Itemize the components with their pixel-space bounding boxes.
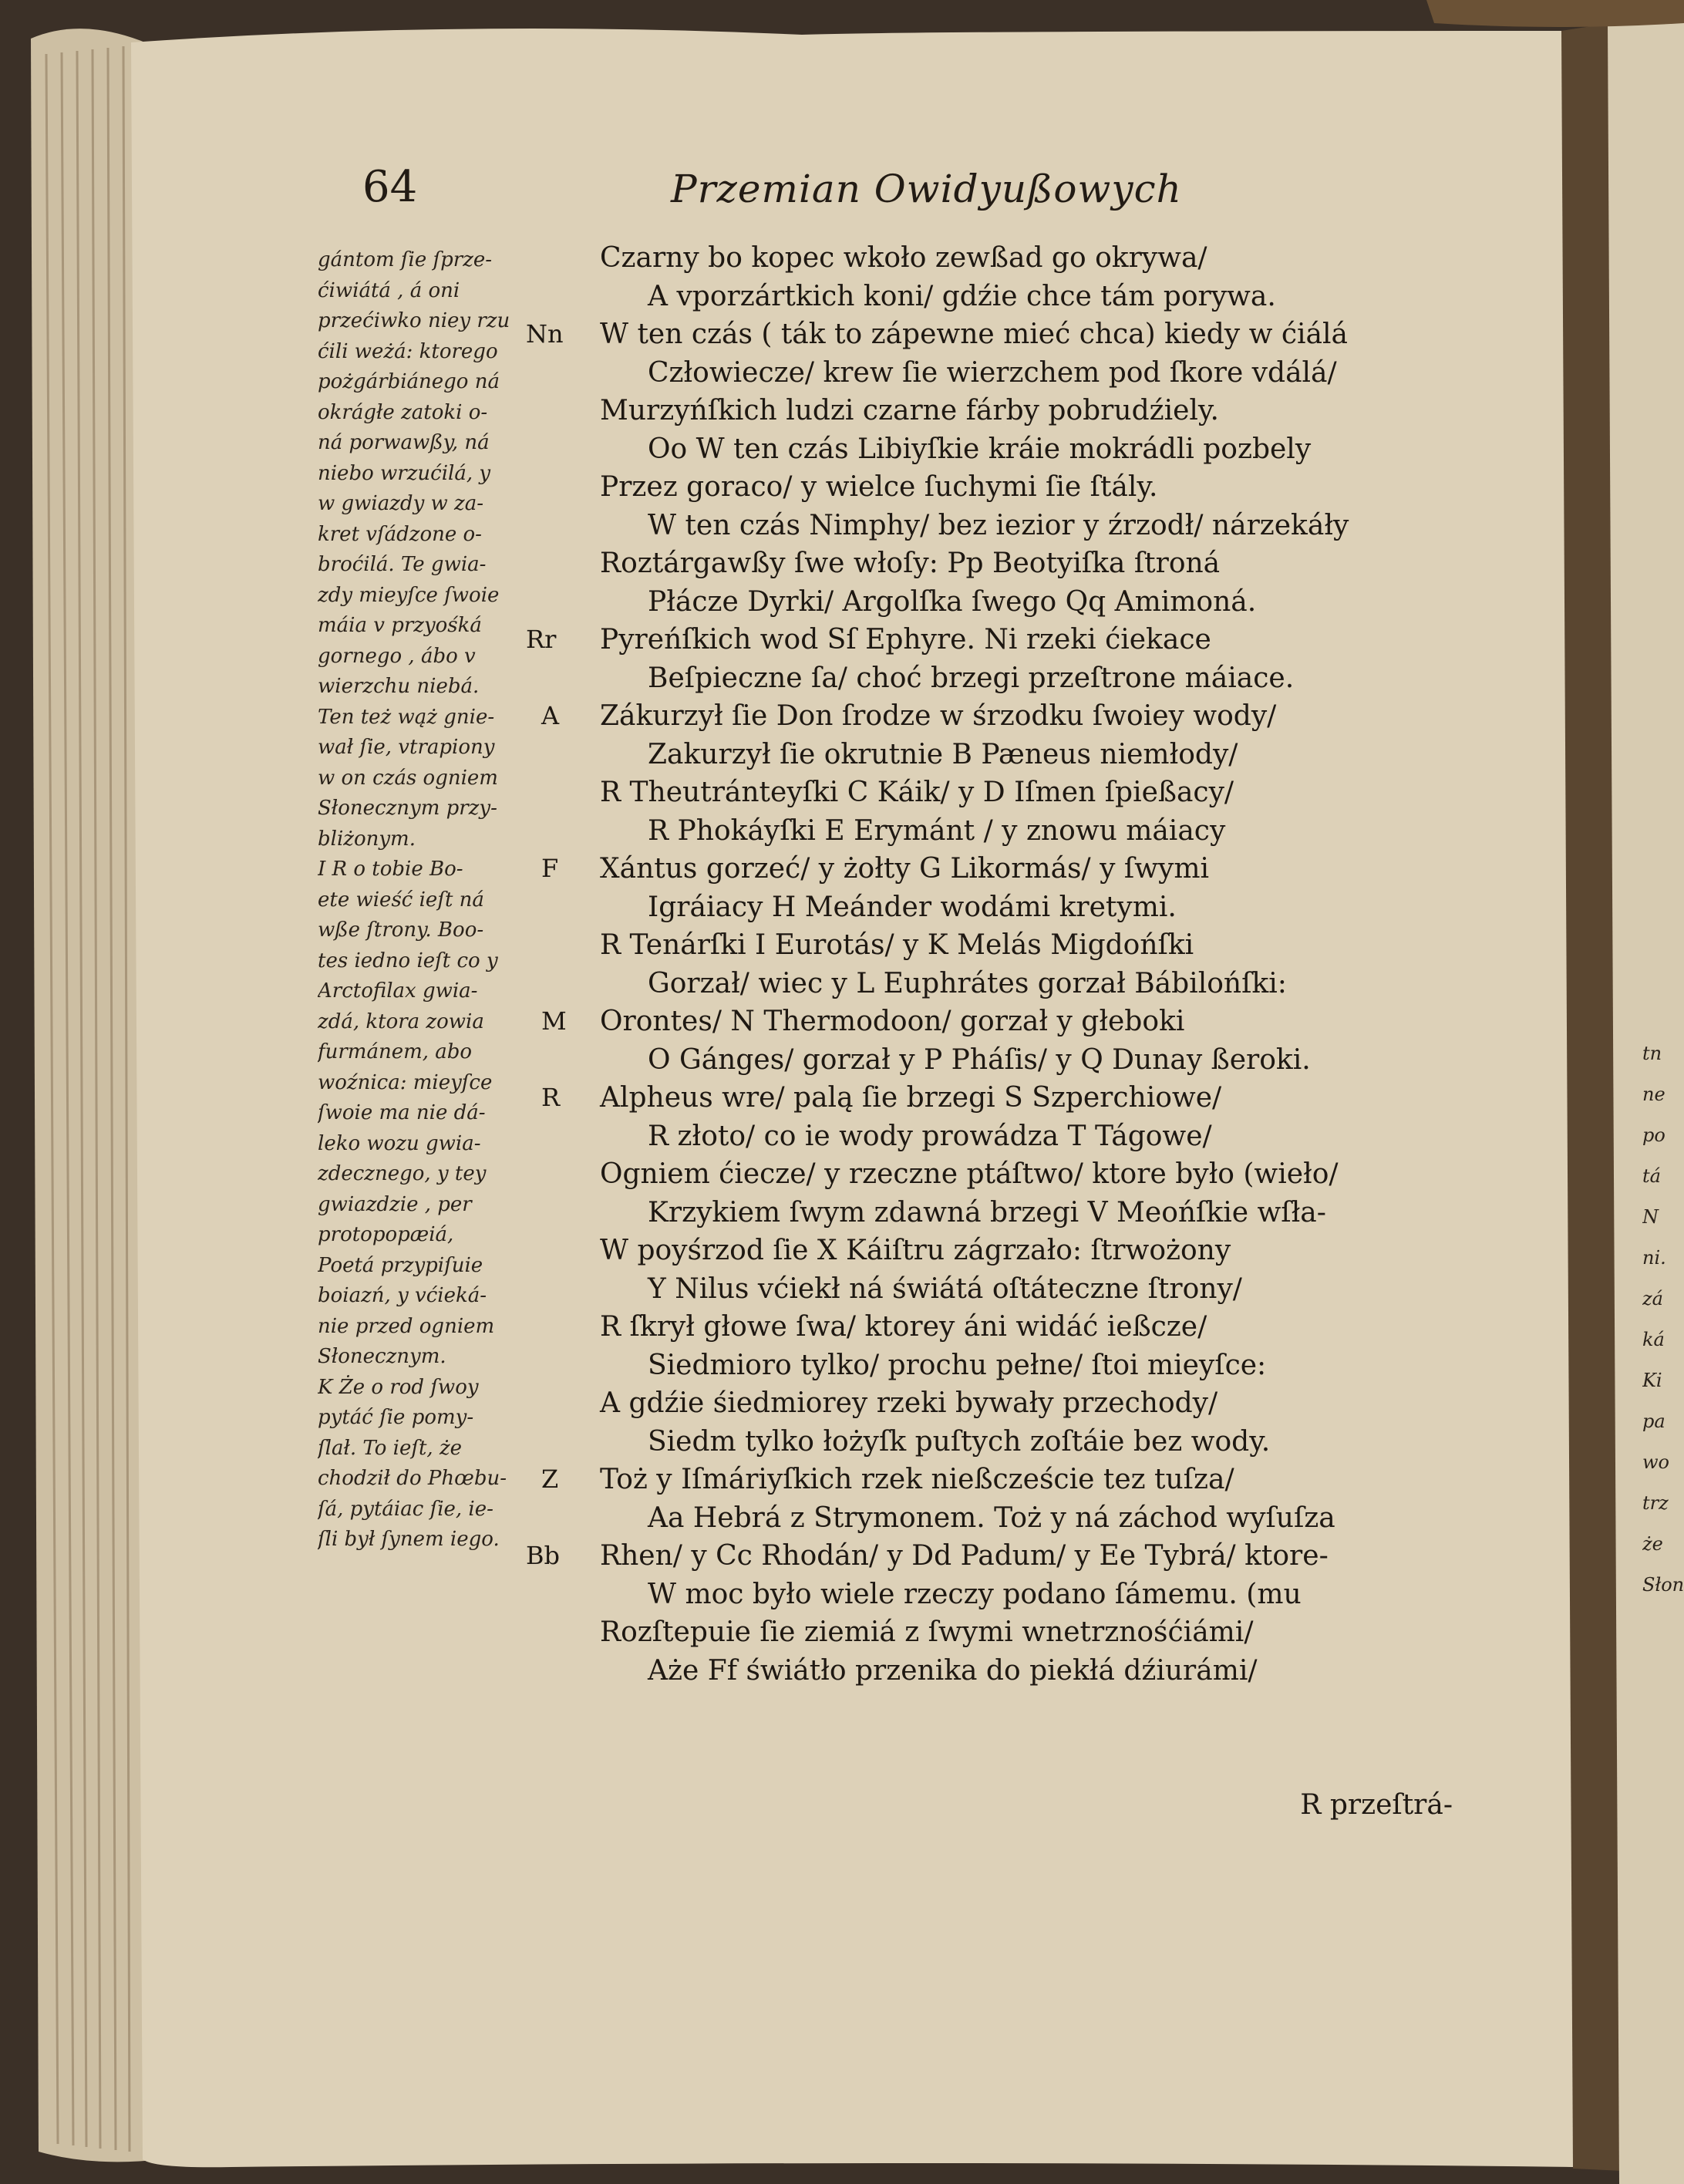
margin-note-line: K Że o rod ſwoy	[318, 1375, 479, 1399]
verse-marker: M	[541, 1006, 567, 1036]
verse-line	[526, 1537, 1465, 1576]
verse-line	[555, 812, 1465, 851]
verse-marker: Z	[541, 1464, 559, 1494]
margin-note-line: ete wieść ieſt ná	[318, 888, 484, 912]
verse-line	[555, 1576, 1465, 1614]
margin-note-line: Słonecznym przy-	[318, 797, 497, 820]
facing-page-fragment: trz	[1642, 1492, 1669, 1514]
verse-text: Czarny bo kopec wkoło zewßad go okrywa/	[600, 242, 1207, 274]
verse-text: Ogniem ćiecze/ y rzeczne ptáſtwo/ ktore było (wieło/	[600, 1158, 1339, 1190]
verse-line	[555, 1346, 1465, 1385]
verse-line	[555, 1155, 1465, 1194]
facing-page-fragment: zá	[1642, 1288, 1663, 1309]
margin-note-line: zdy mieyſce ſwoie	[318, 583, 500, 607]
verse-line	[555, 926, 1465, 965]
margin-note-line: w on czás ogniem	[318, 766, 498, 790]
verse-line	[555, 1194, 1465, 1232]
verse-line	[555, 354, 1465, 393]
verse-text: R Tenárſki I Eurotás/ y K Melás Migdońſki	[600, 929, 1194, 961]
facing-page-fragment: tn	[1642, 1043, 1662, 1064]
verse-line	[555, 430, 1465, 469]
verse-marker: R	[541, 1083, 561, 1112]
margin-note-line: zdá, ktora zowia	[318, 1009, 484, 1033]
verse-line	[555, 1613, 1465, 1652]
verse-line	[555, 1652, 1465, 1690]
margin-note-line: woźnica: mieyſce	[318, 1070, 493, 1094]
verse-line	[555, 1041, 1465, 1080]
margin-note-line: Arctofilax gwia-	[318, 979, 478, 1003]
margin-note-line: ſlał. To ieſt, że	[318, 1436, 463, 1460]
margin-notes	[318, 245, 549, 1555]
verse-column	[526, 239, 1465, 1690]
verse-text: Pyreńſkich wod Sſ Ephyre. Ni rzeki ćiekace	[600, 624, 1211, 656]
margin-note-line: boiazń, y vćieká-	[318, 1284, 487, 1307]
verse-text: Zákurzył ſie Don ſrodze w śrzodku ſwoiey wody/	[600, 700, 1277, 732]
margin-note-line: Słonecznym.	[318, 1345, 446, 1368]
margin-note-line: ćili weżá: ktorego	[318, 339, 498, 363]
verse-text: R Phokáyſki E Erymánt / y znowu máiacy	[648, 814, 1226, 847]
verse-line	[541, 850, 1465, 888]
margin-note-line: wße ſtrony. Boo-	[318, 918, 484, 942]
verse-text: Aa Hebrá z Strymonem. Toż y ná záchod wyſuſza	[648, 1502, 1335, 1534]
verse-text: Zakurzył ſie okrutnie B Pæneus niemłody/	[648, 738, 1238, 770]
margin-note-line: okrágłe zatoki o-	[318, 400, 488, 424]
margin-note-line: bliżonym.	[318, 827, 416, 851]
facing-page-fragment: N	[1642, 1206, 1659, 1228]
verse-text: Krzykiem ſwym zdawná brzegi V Meońſkie wſła-	[648, 1196, 1326, 1228]
verse-line	[541, 1079, 1465, 1117]
verse-line	[555, 659, 1465, 698]
margin-note-line: zdecznego, y tey	[318, 1162, 487, 1185]
verse-line	[555, 1117, 1465, 1156]
verse-text: Toż y Iſmáriyſkich rzek nießczeście tez tuſza/	[600, 1464, 1234, 1495]
facing-page-fragment: ká	[1642, 1329, 1665, 1350]
facing-page-fragment: pa	[1642, 1410, 1665, 1432]
margin-note-line: pożgárbiánego ná	[318, 370, 500, 393]
verse-line	[555, 1423, 1465, 1461]
verse-marker: A	[541, 701, 560, 730]
verse-marker: F	[541, 854, 559, 883]
margin-note-line: furmánem, abo	[318, 1040, 473, 1063]
verse-line	[541, 1003, 1465, 1041]
verse-text: W moc było wiele rzeczy podano ſámemu. (mu	[648, 1578, 1302, 1610]
margin-note-line: Ten też wąż gnie-	[318, 705, 495, 729]
facing-page-fragment: ne	[1642, 1084, 1665, 1105]
margin-note-line: nie przed ogniem	[318, 1314, 495, 1338]
margin-note-line: kret vſádzone o-	[318, 522, 482, 546]
margin-note-line: Poetá przypiſuie	[318, 1253, 483, 1277]
margin-note-line: protopopæiá,	[318, 1223, 454, 1246]
margin-note-line: niebo wrzućilá, y	[318, 461, 491, 485]
verse-text: Xántus gorzeć/ y żołty G Likormás/ y ſwymi	[600, 853, 1209, 885]
page-number: 64	[362, 162, 418, 212]
margin-note-line: ná porwawßy, ná	[318, 431, 490, 454]
verse-text: Alpheus wre/ palą ſie brzegi S Szperchiowe/	[600, 1082, 1222, 1114]
verse-text: R Theutránteyſki C Káik/ y D Iſmen ſpießacy/	[600, 777, 1234, 808]
verse-line	[526, 621, 1465, 659]
facing-page-fragments	[1642, 1033, 1684, 1606]
verse-text: A gdźie śiedmiorey rzeki bywały przechody/	[600, 1387, 1218, 1419]
facing-page-fragment: po	[1642, 1124, 1665, 1146]
verse-text: Igráiacy H Meánder wodámi kretymi.	[648, 891, 1177, 923]
margin-note-line: w gwiazdy w za-	[318, 492, 484, 515]
facing-page-fragment: ni.	[1642, 1247, 1666, 1269]
verse-text: Rhen/ y Cc Rhodán/ y Dd Padum/ y Ee Tybrá/ ktore-	[600, 1540, 1329, 1572]
verse-line	[526, 315, 1465, 354]
verse-text: Orontes/ N Thermodoon/ gorzał y głeboki	[600, 1006, 1185, 1037]
verse-line	[555, 392, 1465, 430]
verse-line	[555, 1384, 1465, 1423]
verse-line	[555, 278, 1465, 316]
verse-line	[555, 1232, 1465, 1270]
verse-text: Człowiecze/ krew ſie wierzchem pod ſkore vdálá/	[648, 356, 1337, 389]
verse-text: A vporzártkich koni/ gdźie chce tám porywa.	[648, 280, 1276, 312]
verse-text: Siedm tylko łożyſk puſtych zoſtáie bez wody.	[648, 1425, 1271, 1458]
margin-note-line: przećiwko niey rzu	[318, 309, 510, 332]
verse-text: Rozſtepuie ſie ziemiá z ſwymi wnetrznośćiámi/	[600, 1616, 1254, 1648]
verse-line	[555, 1308, 1465, 1346]
verse-text: Siedmioro tylko/ prochu pełne/ ſtoi mieyſce:	[648, 1349, 1267, 1381]
verse-text: Gorzał/ wiec y L Euphrátes gorzał Bábilońſki:	[648, 967, 1287, 999]
verse-text: Oo W ten czás Libiyſkie kráie mokrádli pozbely	[648, 433, 1312, 465]
margin-note-line: ſli był ſynem iego.	[318, 1528, 500, 1551]
margin-note-line: gwiazdzie , per	[318, 1192, 472, 1216]
margin-note-line: gántom ſie ſprze-	[318, 248, 493, 271]
verse-text: Roztárgawßy ſwe włoſy: Pp Beotyiſka ſtroná	[600, 548, 1221, 579]
catchword: R przeſtrá-	[1300, 1789, 1453, 1821]
verse-line	[555, 1270, 1465, 1309]
margin-note-line: gornego , ábo v	[318, 644, 476, 668]
verse-line	[555, 774, 1465, 812]
verse-text: Murzyńſkich ludzi czarne fárby pobrudźiely.	[600, 395, 1219, 426]
facing-page-fragment: wo	[1642, 1451, 1669, 1473]
verse-line	[555, 965, 1465, 1003]
verse-marker: Nn	[526, 319, 564, 349]
margin-note-line: ſwoie ma nie dá-	[318, 1101, 486, 1124]
margin-note-line: chodził do Phœbu-	[318, 1467, 507, 1490]
margin-note-line: tes iedno ieſt co y	[318, 949, 498, 972]
verse-text: O Gánges/ gorzał y P Pháſis/ y Q Dunay ßeroki.	[648, 1043, 1311, 1076]
facing-page-fragment: że	[1642, 1533, 1663, 1555]
facing-page-fragment: Słon	[1642, 1574, 1684, 1596]
verse-text: Beſpieczne ſa/ choć brzegi przeſtrone máiace.	[648, 662, 1295, 694]
margin-note-line: máia v przyośká	[318, 614, 482, 637]
facing-page-fragment: tá	[1642, 1165, 1661, 1187]
verse-text: Płácze Dyrki/ Argolſka ſwego Qq Amimoná.	[648, 585, 1257, 618]
verse-line	[555, 1499, 1465, 1538]
margin-note-line: ćiwiátá , á oni	[318, 278, 460, 302]
verse-text: R złoto/ co ie wody prowádza T Tágowe/	[648, 1120, 1212, 1152]
margin-note-line: broćilá. Te gwia-	[318, 553, 487, 576]
verse-line	[555, 736, 1465, 774]
verse-text: W ten czás Nimphy/ bez iezior y źrzodł/ nárzekáły	[648, 509, 1349, 541]
verse-text: R ſkrył głowe ſwa/ ktorey áni widáć ießcze/	[600, 1311, 1207, 1343]
verse-text: W ten czás ( ták to zápewne mieć chca) kiedy w ćiálá	[600, 318, 1348, 350]
margin-note-line: leko wozu gwia-	[318, 1131, 481, 1155]
verse-line	[541, 697, 1465, 736]
verse-line	[555, 583, 1465, 622]
verse-text: Y Nilus vćiekł ná świátá oſtáteczne ſtrony/	[648, 1272, 1242, 1305]
verse-marker: Bb	[526, 1541, 560, 1570]
margin-note-line: pytáć ſie pomy-	[318, 1406, 474, 1429]
verse-text: Aże Ff świátło przenika do piekłá dźiurámi/	[648, 1654, 1258, 1687]
facing-page-fragment: Ki	[1642, 1370, 1662, 1391]
book-cover-edge	[1426, 0, 1684, 27]
verse-text: Przez goraco/ y wielce ſuchymi ſie ſtály.	[600, 471, 1158, 503]
margin-note-line: ſá, pytáiac ſie, ie-	[318, 1497, 493, 1521]
verse-text: W poyśrzod ſie X Káiſtru zágrzało: ſtrwożony	[600, 1235, 1231, 1266]
verse-line	[555, 239, 1465, 278]
verse-line	[555, 468, 1465, 507]
margin-note-line: I R o tobie Bo-	[318, 858, 463, 881]
margin-note-line: wierzchu niebá.	[318, 675, 480, 698]
verse-line	[555, 888, 1465, 927]
verse-marker: Rr	[526, 625, 557, 654]
verse-line	[555, 544, 1465, 583]
page-header	[362, 162, 1504, 224]
running-title: Przemian Owidyußowych	[671, 167, 1182, 211]
verse-line	[555, 507, 1465, 545]
margin-note-line: wał ſie, vtrapiony	[318, 736, 495, 759]
verse-line	[541, 1461, 1465, 1499]
